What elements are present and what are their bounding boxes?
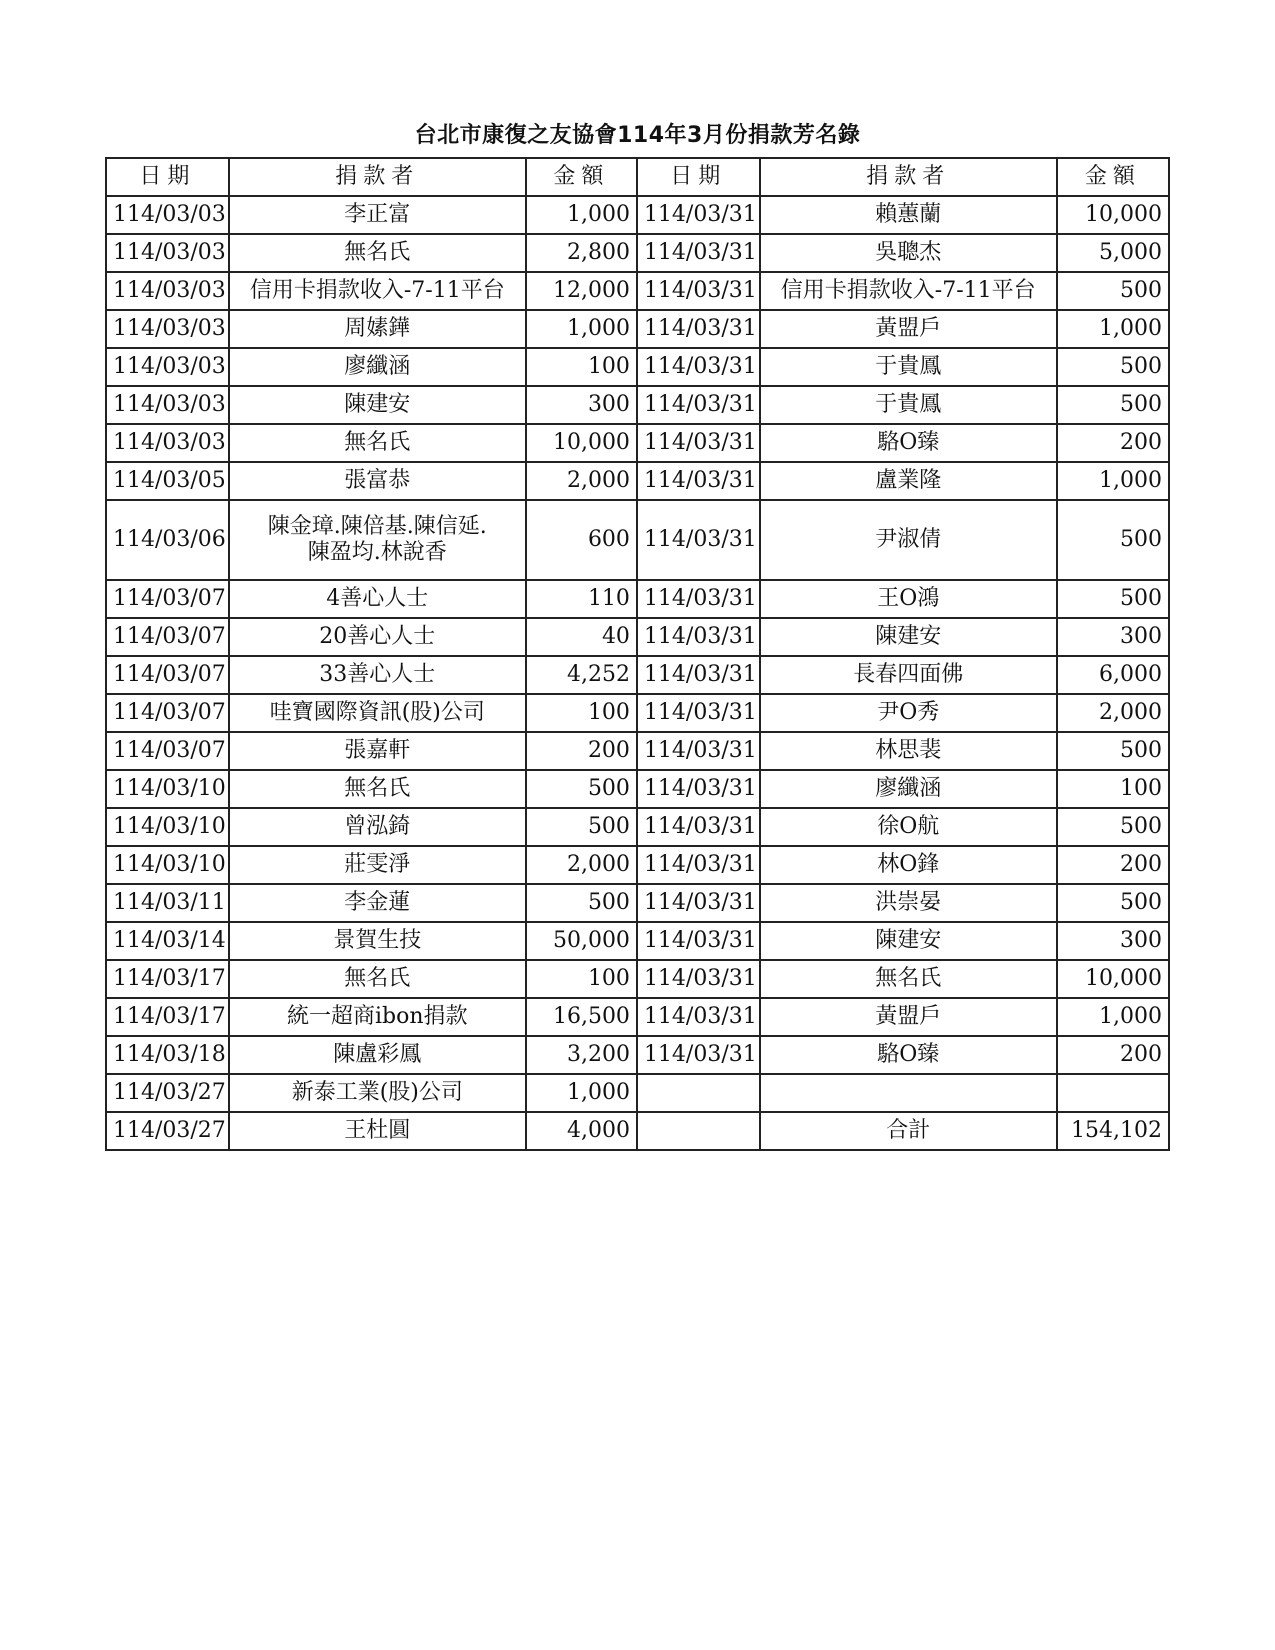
date-cell: 114/03/31 [637,694,760,732]
amount-cell: 200 [1057,846,1169,884]
donor-cell: 王O鴻 [760,580,1057,618]
amount-cell: 500 [1057,348,1169,386]
donor-cell: 于貴鳳 [760,348,1057,386]
date-cell: 114/03/27 [106,1074,229,1112]
date-cell: 114/03/31 [637,196,760,234]
date-cell: 114/03/27 [106,1112,229,1150]
amount-cell: 500 [1057,808,1169,846]
amount-cell: 4,252 [526,656,637,694]
date-cell: 114/03/31 [637,272,760,310]
amount-cell: 100 [526,348,637,386]
date-cell [637,1112,760,1150]
donor-cell: 吳聰杰 [760,234,1057,272]
donor-cell: 陳建安 [760,922,1057,960]
amount-cell: 500 [526,884,637,922]
header-date-left: 日期 [106,158,229,196]
donor-name: 無名氏 [344,430,411,455]
header-date-right: 日期 [637,158,760,196]
date-cell: 114/03/14 [106,922,229,960]
date-cell: 114/03/31 [637,424,760,462]
donor-cell [760,1074,1057,1112]
table-row [106,234,1169,272]
table-row [106,1036,1169,1074]
table-row [106,960,1169,998]
donor-cell: 林O鋒 [760,846,1057,884]
donor-cell: 徐O航 [760,808,1057,846]
donor-cell [229,500,526,580]
donor-cell: 尹O秀 [760,694,1057,732]
table-row [106,884,1169,922]
amount-cell: 10,000 [526,424,637,462]
donor-name: 哇寶國際資訊(股)公司 [269,700,485,725]
date-cell: 114/03/31 [637,348,760,386]
amount-cell: 3,200 [526,1036,637,1074]
donor-cell: 陳建安 [760,618,1057,656]
donation-table [105,157,1170,1151]
amount-cell: 1,000 [1057,462,1169,500]
amount-cell: 1,000 [526,196,637,234]
donor-name-line2: 陳盈均.林說香 [307,540,447,565]
donor-cell: 駱O臻 [760,1036,1057,1074]
date-cell: 114/03/31 [637,462,760,500]
donor-cell: 盧業隆 [760,462,1057,500]
amount-cell: 200 [1057,1036,1169,1074]
donor-name: 新泰工業(股)公司 [291,1080,463,1105]
amount-cell: 500 [1057,732,1169,770]
amount-cell: 500 [1057,272,1169,310]
donor-name: 莊雯淨 [344,852,411,877]
donor-cell: 廖纖涵 [760,770,1057,808]
donor-cell: 賴蕙蘭 [760,196,1057,234]
amount-cell: 50,000 [526,922,637,960]
date-cell: 114/03/10 [106,808,229,846]
donor-name: 無名氏 [344,966,411,991]
donor-cell [229,656,526,694]
date-cell: 114/03/03 [106,272,229,310]
donor-cell: 駱O臻 [760,424,1057,462]
amount-cell: 500 [1057,580,1169,618]
donor-name: 陳金璋.陳倍基.陳信延. [267,514,487,539]
table-row [106,998,1169,1036]
donor-cell [229,618,526,656]
date-cell: 114/03/03 [106,196,229,234]
donor-cell: 信用卡捐款收入-7-11平台 [760,272,1057,310]
amount-cell: 5,000 [1057,234,1169,272]
amount-cell: 12,000 [526,272,637,310]
donor-cell: 黃盟戶 [760,998,1057,1036]
amount-cell: 500 [526,808,637,846]
date-cell: 114/03/07 [106,732,229,770]
date-cell: 114/03/03 [106,234,229,272]
donor-name: 李金蓮 [344,890,411,915]
donor-cell [229,424,526,462]
amount-cell: 40 [526,618,637,656]
table-row [106,272,1169,310]
donor-name: 無名氏 [344,240,411,265]
date-cell: 114/03/31 [637,500,760,580]
donor-name: 統一超商ibon捐款 [287,1004,468,1029]
donor-cell [229,462,526,500]
table-row [106,694,1169,732]
table-row [106,1074,1169,1112]
donor-name: 李正富 [344,202,411,227]
amount-cell: 2,000 [526,462,637,500]
donor-name: 陳建安 [344,392,411,417]
table-row [106,580,1169,618]
table-row [106,424,1169,462]
table-row [106,808,1169,846]
amount-cell: 100 [1057,770,1169,808]
date-cell: 114/03/31 [637,922,760,960]
donor-name: 無名氏 [344,776,411,801]
date-cell: 114/03/17 [106,998,229,1036]
date-cell: 114/03/31 [637,998,760,1036]
date-cell: 114/03/31 [637,884,760,922]
table-row [106,732,1169,770]
date-cell [637,1074,760,1112]
date-cell: 114/03/07 [106,618,229,656]
amount-cell: 600 [526,500,637,580]
donor-cell [229,694,526,732]
amount-cell: 2,000 [526,846,637,884]
amount-cell: 1,000 [526,310,637,348]
date-cell: 114/03/31 [637,770,760,808]
date-cell: 114/03/11 [106,884,229,922]
amount-cell: 100 [526,960,637,998]
table-row [106,348,1169,386]
date-cell: 114/03/31 [637,1036,760,1074]
amount-cell: 500 [1057,500,1169,580]
donor-cell [229,922,526,960]
table-row [106,1112,1169,1150]
date-cell: 114/03/06 [106,500,229,580]
total-label: 合計 [760,1112,1057,1150]
table-row [106,196,1169,234]
donor-cell [229,1112,526,1150]
date-cell: 114/03/10 [106,846,229,884]
amount-cell: 500 [1057,884,1169,922]
date-cell: 114/03/31 [637,656,760,694]
amount-cell: 1,000 [526,1074,637,1112]
table-row [106,462,1169,500]
donor-cell [229,732,526,770]
donor-cell: 尹淑倩 [760,500,1057,580]
date-cell: 114/03/17 [106,960,229,998]
donor-cell [229,998,526,1036]
date-cell: 114/03/05 [106,462,229,500]
donor-name: 張嘉軒 [344,738,411,763]
donor-cell [229,272,526,310]
header-donor-right: 捐款者 [760,158,1057,196]
donor-name: 張富恭 [344,468,411,493]
date-cell: 114/03/10 [106,770,229,808]
table-row [106,618,1169,656]
date-cell: 114/03/31 [637,808,760,846]
donor-cell [229,808,526,846]
table-header-row [106,158,1169,196]
table-row [106,656,1169,694]
donor-name: 王杜圓 [344,1118,411,1143]
date-cell: 114/03/03 [106,386,229,424]
amount-cell: 500 [526,770,637,808]
date-cell: 114/03/31 [637,310,760,348]
amount-cell: 2,000 [1057,694,1169,732]
donor-cell [229,884,526,922]
donor-cell [229,960,526,998]
date-cell: 114/03/31 [637,386,760,424]
table-row [106,500,1169,580]
amount-cell: 16,500 [526,998,637,1036]
donor-name: 4善心人士 [326,586,429,611]
amount-cell: 6,000 [1057,656,1169,694]
page-title: 台北市康復之友協會114年3月份捐款芳名錄 [414,123,861,148]
header-amount-left: 金額 [526,158,637,196]
date-cell: 114/03/31 [637,618,760,656]
donor-name: 20善心人士 [319,624,436,649]
header-amount-right: 金額 [1057,158,1169,196]
donor-name: 陳盧彩鳳 [333,1042,422,1067]
amount-cell: 10,000 [1057,960,1169,998]
table-row [106,922,1169,960]
donor-cell: 無名氏 [760,960,1057,998]
amount-cell: 200 [1057,424,1169,462]
amount-cell: 1,000 [1057,310,1169,348]
date-cell: 114/03/31 [637,580,760,618]
donor-name: 信用卡捐款收入-7-11平台 [249,278,505,303]
donor-name: 景賀生技 [333,928,422,953]
donor-cell [229,348,526,386]
donor-cell: 林思裴 [760,732,1057,770]
donor-name: 廖纖涵 [344,354,411,379]
amount-cell: 100 [526,694,637,732]
date-cell: 114/03/03 [106,348,229,386]
donor-cell: 長春四面佛 [760,656,1057,694]
date-cell: 114/03/31 [637,960,760,998]
donor-cell [229,1074,526,1112]
donor-cell [229,846,526,884]
donor-name: 33善心人士 [319,662,436,687]
amount-cell: 4,000 [526,1112,637,1150]
amount-cell [1057,1074,1169,1112]
date-cell: 114/03/07 [106,580,229,618]
donor-cell: 于貴鳳 [760,386,1057,424]
date-cell: 114/03/31 [637,846,760,884]
date-cell: 114/03/31 [637,732,760,770]
donor-cell [229,770,526,808]
amount-cell: 300 [526,386,637,424]
amount-cell: 500 [1057,386,1169,424]
amount-cell: 300 [1057,618,1169,656]
amount-cell: 200 [526,732,637,770]
amount-cell: 10,000 [1057,196,1169,234]
table-row [106,386,1169,424]
table-row [106,846,1169,884]
date-cell: 114/03/18 [106,1036,229,1074]
donor-cell: 黃盟戶 [760,310,1057,348]
total-amount: 154,102 [1057,1112,1169,1150]
donor-cell [229,1036,526,1074]
amount-cell: 300 [1057,922,1169,960]
donor-cell [229,386,526,424]
date-cell: 114/03/07 [106,656,229,694]
date-cell: 114/03/03 [106,310,229,348]
amount-cell: 1,000 [1057,998,1169,1036]
donor-cell [229,580,526,618]
amount-cell: 2,800 [526,234,637,272]
table-row [106,310,1169,348]
donor-name: 周嫊鏵 [344,316,411,341]
date-cell: 114/03/03 [106,424,229,462]
donor-cell [229,196,526,234]
header-donor-left: 捐款者 [229,158,526,196]
amount-cell: 110 [526,580,637,618]
donor-cell [229,234,526,272]
table-row [106,770,1169,808]
date-cell: 114/03/31 [637,234,760,272]
donor-cell: 洪崇晏 [760,884,1057,922]
donor-name: 曾泓錡 [344,814,411,839]
date-cell: 114/03/07 [106,694,229,732]
donor-cell [229,310,526,348]
